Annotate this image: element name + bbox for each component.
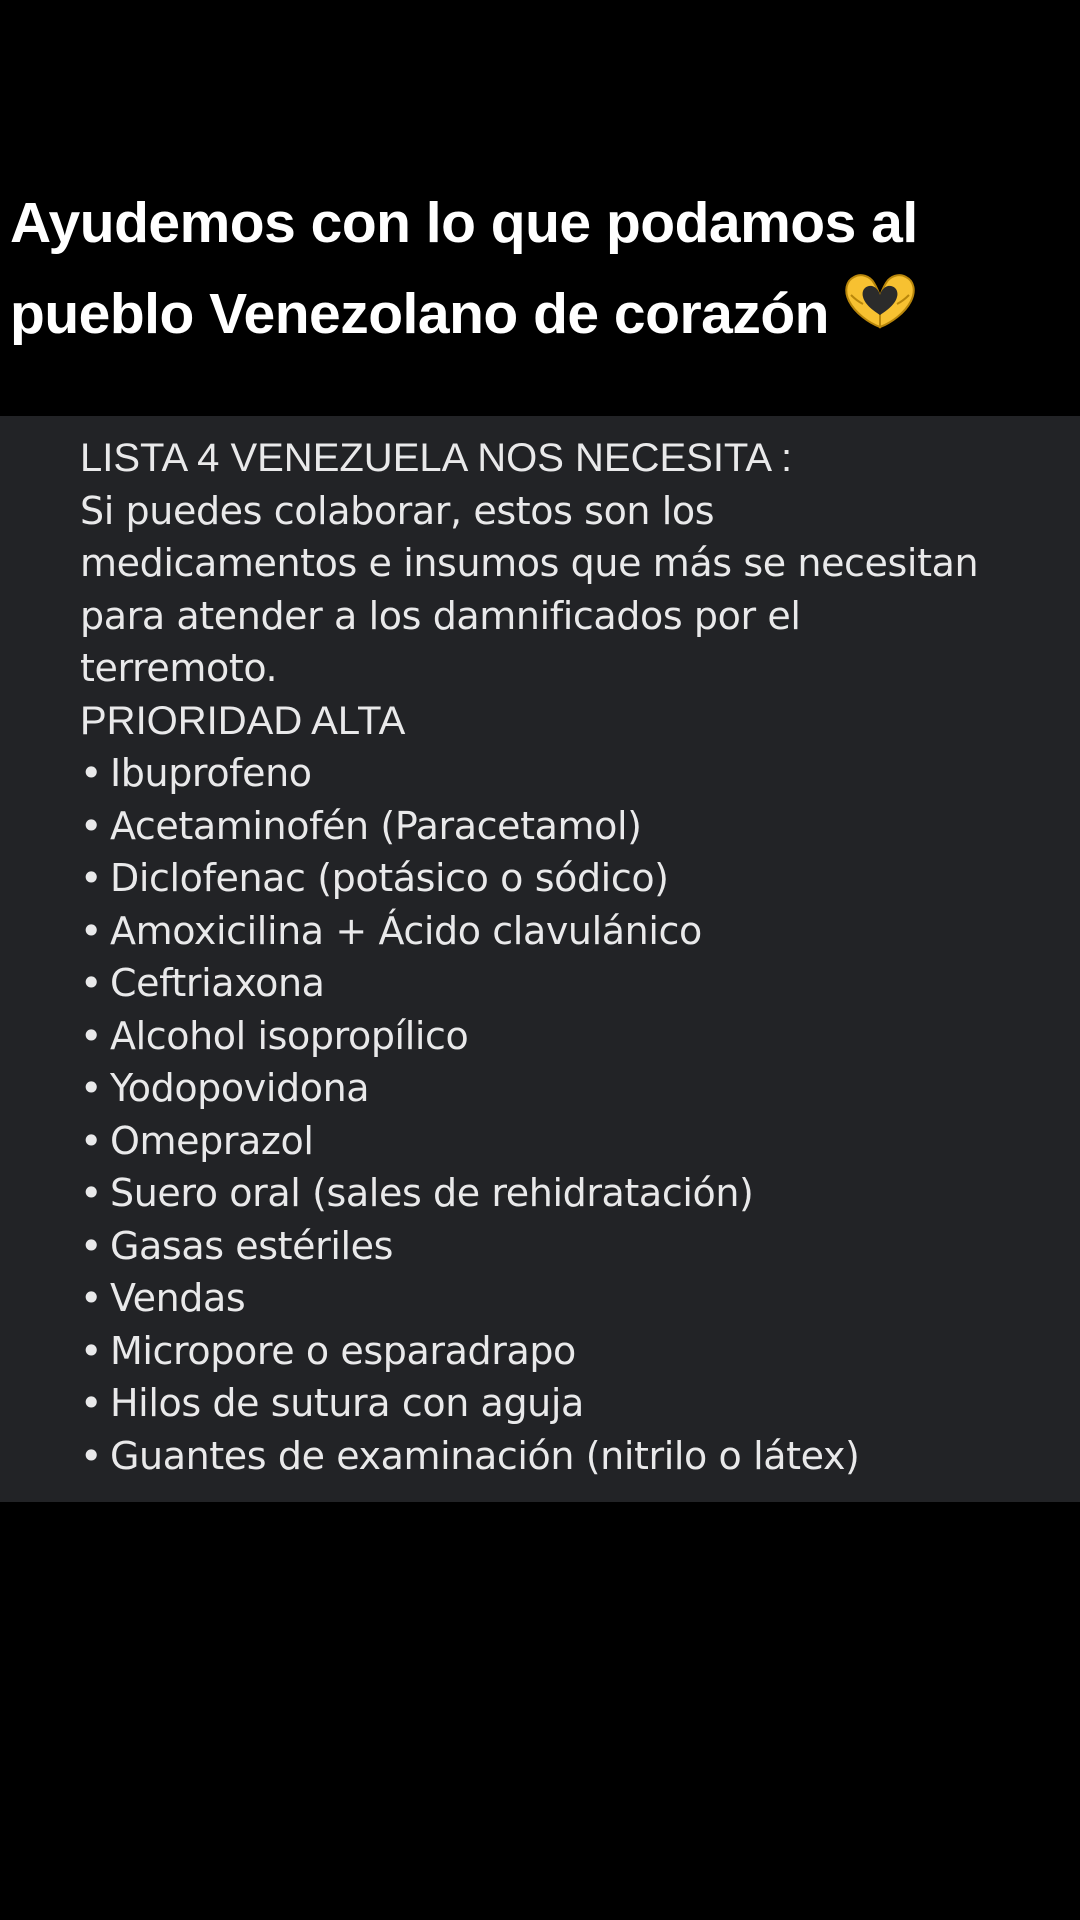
bullet-icon: • [80,1381,103,1425]
intro-line-2: medicamentos e insumos que más se necesitan [80,541,979,585]
bullet-icon: • [80,1066,103,1110]
bullet-icon: • [80,1118,103,1163]
list-item-text: Guantes de examinación (nitrilo o látex) [110,1433,860,1478]
list-item-text: Ibuprofeno [110,751,312,795]
list-item-text: Vendas [110,1276,246,1320]
bullet-icon: • [80,803,103,848]
message-text [80,432,1070,1482]
list-item-text: Diclofenac (potásico o sódico) [110,856,669,900]
video-caption [10,178,1070,360]
bullet-icon: • [80,751,103,795]
list-item [80,1325,1070,1378]
list-item [80,1272,1070,1325]
list-item-text: Suero oral (sales de rehidratación) [110,1171,754,1215]
list-item-text: Hilos de sutura con aguja [110,1381,584,1425]
caption-line-1: Ayudemos con lo que podamos al [10,191,918,255]
bullet-icon: • [80,1013,103,1058]
list-item [80,1377,1070,1430]
message-panel [0,416,1080,1502]
list-item-text: Micropore o esparadrapo [110,1328,576,1373]
list-item [80,852,1070,905]
bullet-icon: • [80,908,103,953]
list-item-text: Gasas estériles [110,1223,394,1268]
bullet-icon: • [80,1276,103,1320]
bullet-icon: • [80,961,103,1005]
list-item-text: Ceftriaxona [110,961,325,1005]
list-item-text: Acetaminofén (Paracetamol) [110,803,642,848]
bullet-icon: • [80,1433,103,1478]
priority-label: PRIORIDAD ALTA [80,698,406,743]
list-title: LISTA 4 VENEZUELA NOS NECESITA : [80,436,793,480]
supply-list [80,747,1070,1482]
list-item [80,1115,1070,1168]
list-item [80,800,1070,853]
intro-line-4: terremoto. [80,646,278,690]
list-item-text: Yodopovidona [110,1066,370,1110]
list-item [80,1430,1070,1483]
caption-line-2-text: pueblo Venezolano de corazón [10,282,829,346]
list-item [80,1062,1070,1115]
bullet-icon: • [80,1223,103,1268]
list-item [80,957,1070,1010]
list-item-text: Alcohol isopropílico [110,1013,469,1058]
intro-line-3: para atender a los damnificados por el [80,593,801,638]
list-item [80,905,1070,958]
list-item-text: Omeprazol [110,1118,314,1163]
intro-line-1: Si puedes colaborar, estos son los [80,488,715,533]
bullet-icon: • [80,1328,103,1373]
list-item [80,1220,1070,1273]
list-item-text: Amoxicilina + Ácido clavulánico [110,908,702,953]
caption-line-2 [10,269,1070,360]
list-item [80,747,1070,800]
list-item [80,1010,1070,1063]
list-item [80,1167,1070,1220]
heart-hands-icon [841,267,919,358]
bullet-icon: • [80,856,103,900]
bullet-icon: • [80,1171,103,1215]
